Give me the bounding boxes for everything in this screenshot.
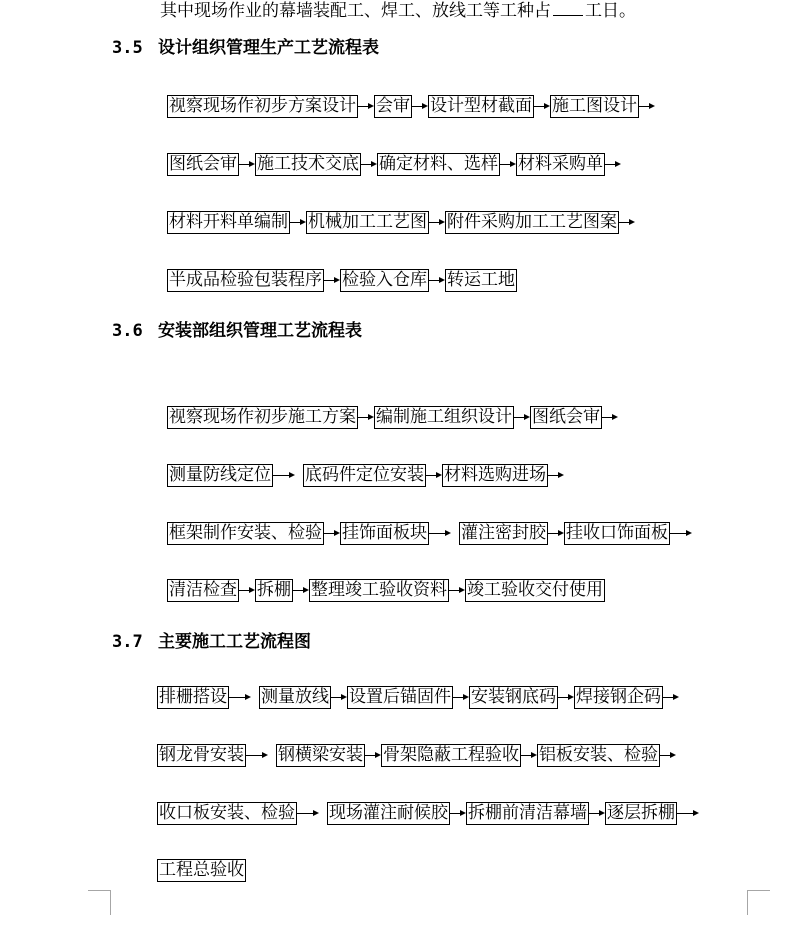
arrow-right-icon — [229, 687, 251, 708]
section-title: 主要施工工艺流程图 — [158, 632, 311, 652]
flow-step-box: 会审 — [376, 95, 410, 116]
flow-step-box: 挂收口饰面板 — [566, 522, 668, 543]
flow-step-box: 测量防线定位 — [169, 464, 271, 485]
flow-row — [157, 801, 699, 825]
flow-step-box: 底码件定位安装 — [305, 464, 424, 485]
arrow-right-icon — [429, 270, 445, 291]
arrow-right-icon — [429, 212, 445, 233]
flow-row — [167, 268, 517, 292]
arrow-right-icon — [293, 580, 309, 601]
arrow-right-icon — [514, 407, 530, 428]
arrow-right-icon — [548, 465, 564, 486]
arrow-right-icon — [239, 580, 255, 601]
section-number: 3.5 — [112, 38, 143, 58]
flow-step-box: 灌注密封胶 — [461, 522, 546, 543]
flow-step-box: 竣工验收交付使用 — [467, 579, 603, 600]
flow-step-box: 图纸会审 — [169, 153, 237, 174]
arrow-right-icon — [500, 154, 516, 175]
arrow-right-icon — [429, 523, 451, 544]
arrow-right-icon — [358, 96, 374, 117]
flow-step-box: 焊接钢企码 — [576, 686, 661, 707]
flow-step-box: 钢横梁安装 — [278, 744, 363, 765]
arrow-right-icon — [453, 687, 469, 708]
flow-step-box: 整理竣工验收资料 — [311, 579, 447, 600]
arrow-right-icon — [660, 745, 676, 766]
arrow-right-icon — [521, 745, 537, 766]
arrow-right-icon — [602, 407, 618, 428]
flow-step-box: 设置后锚固件 — [349, 686, 451, 707]
flow-step-box: 机械加工工艺图 — [308, 211, 427, 232]
flow-step-box: 现场灌注耐候胶 — [329, 802, 448, 823]
flow-step-box: 测量放线 — [261, 686, 329, 707]
arrow-right-icon — [239, 154, 255, 175]
page-corner-mark-right — [747, 890, 770, 915]
flow-step-box: 视察现场作初步方案设计 — [169, 95, 356, 116]
arrow-right-icon — [558, 687, 574, 708]
arrow-right-icon — [450, 803, 466, 824]
intro-text-after: 工日。 — [585, 1, 636, 21]
flow-step-box: 拆棚前清洁幕墙 — [468, 802, 587, 823]
section-number: 3.6 — [112, 321, 143, 341]
flow-row — [167, 94, 655, 118]
section-title: 设计组织管理生产工艺流程表 — [158, 38, 379, 58]
flow-step-box: 排栅搭设 — [159, 686, 227, 707]
flow-step-box: 编制施工组织设计 — [376, 406, 512, 427]
flow-step-box: 施工图设计 — [552, 95, 637, 116]
flow-row — [157, 685, 679, 709]
intro-text-before: 其中现场作业的幕墙装配工、焊工、放线工等工种占 — [160, 1, 551, 21]
flow-step-box: 逐层拆棚 — [607, 802, 675, 823]
flow-step-box: 材料采购单 — [518, 153, 603, 174]
arrow-right-icon — [605, 154, 621, 175]
arrow-right-icon — [324, 523, 340, 544]
flow-step-box: 转运工地 — [447, 269, 515, 290]
flow-step-box: 收口板安装、检验 — [159, 802, 295, 823]
arrow-right-icon — [324, 270, 340, 291]
arrow-right-icon — [412, 96, 428, 117]
flow-step-box: 安装钢底码 — [471, 686, 556, 707]
arrow-right-icon — [639, 96, 655, 117]
arrow-right-icon — [548, 523, 564, 544]
arrow-right-icon — [365, 745, 381, 766]
flow-row — [167, 463, 564, 487]
flow-step-box: 确定材料、选样 — [379, 153, 498, 174]
arrow-right-icon — [677, 803, 699, 824]
flow-step-box: 清洁检查 — [169, 579, 237, 600]
arrow-right-icon — [246, 745, 268, 766]
fill-in-blank — [553, 0, 583, 16]
arrow-right-icon — [358, 407, 374, 428]
flow-row — [157, 858, 246, 882]
arrow-right-icon — [273, 465, 295, 486]
section-number: 3.7 — [112, 632, 143, 652]
section-heading-3-6 — [112, 320, 362, 342]
flow-step-box: 检验入仓库 — [342, 269, 427, 290]
arrow-right-icon — [589, 803, 605, 824]
arrow-right-icon — [619, 212, 635, 233]
flow-step-box: 设计型材截面 — [430, 95, 532, 116]
arrow-right-icon — [290, 212, 306, 233]
arrow-right-icon — [297, 803, 319, 824]
flow-step-box: 框架制作安装、检验 — [169, 522, 322, 543]
flow-step-box: 材料选购进场 — [444, 464, 546, 485]
section-heading-3-5 — [112, 37, 379, 59]
flow-step-box: 挂饰面板块 — [342, 522, 427, 543]
section-heading-3-7 — [112, 631, 311, 653]
flow-row — [157, 743, 676, 767]
page-corner-mark-left — [88, 890, 111, 915]
flow-row — [167, 578, 605, 602]
flow-step-box: 半成品检验包装程序 — [169, 269, 322, 290]
flow-row — [167, 210, 635, 234]
section-title: 安装部组织管理工艺流程表 — [158, 321, 362, 341]
flow-row — [167, 405, 618, 429]
intro-paragraph — [160, 0, 636, 22]
flow-step-box: 视察现场作初步施工方案 — [169, 406, 356, 427]
flow-row — [167, 521, 692, 545]
flow-step-box: 图纸会审 — [532, 406, 600, 427]
arrow-right-icon — [426, 465, 442, 486]
flow-step-box: 铝板安装、检验 — [539, 744, 658, 765]
flow-step-box: 材料开料单编制 — [169, 211, 288, 232]
flow-step-box: 工程总验收 — [159, 859, 244, 880]
flow-step-box: 骨架隐蔽工程验收 — [383, 744, 519, 765]
arrow-right-icon — [449, 580, 465, 601]
arrow-right-icon — [361, 154, 377, 175]
flow-step-box: 钢龙骨安装 — [159, 744, 244, 765]
arrow-right-icon — [670, 523, 692, 544]
flow-step-box: 附件采购加工工艺图案 — [447, 211, 617, 232]
arrow-right-icon — [534, 96, 550, 117]
flow-step-box: 拆棚 — [257, 579, 291, 600]
arrow-right-icon — [663, 687, 679, 708]
flow-row — [167, 152, 621, 176]
flow-step-box: 施工技术交底 — [257, 153, 359, 174]
arrow-right-icon — [331, 687, 347, 708]
